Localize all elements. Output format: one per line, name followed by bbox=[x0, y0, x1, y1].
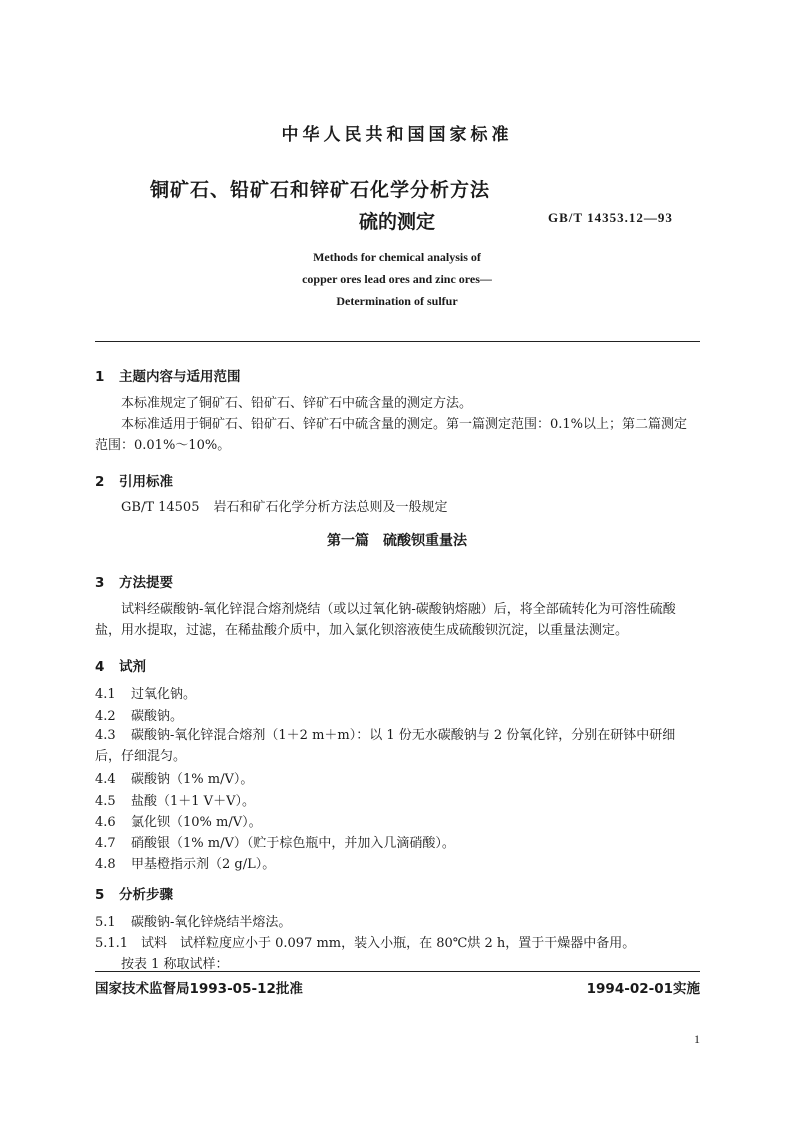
implementation-date: 1994-02-01实施 bbox=[586, 981, 700, 997]
reagent-item bbox=[95, 683, 196, 702]
section-number: 5 bbox=[95, 887, 105, 903]
item-text: 过氧化钠。 bbox=[131, 687, 197, 702]
standard-code: GB/T 14353.12—93 bbox=[548, 210, 673, 225]
item-number: 4.1 bbox=[95, 687, 116, 702]
section-1-paragraph-1: 本标准规定了铜矿石、铅矿石、锌矿石中硫含量的测定方法。 bbox=[121, 396, 473, 411]
english-title-line-1: Methods for chemical analysis of bbox=[313, 250, 481, 264]
item-number: 4.5 bbox=[95, 794, 116, 809]
reagent-item bbox=[95, 811, 262, 830]
page-number: 1 bbox=[694, 1032, 700, 1046]
section-title: 方法提要 bbox=[119, 575, 173, 591]
section-title: 主题内容与适用范围 bbox=[119, 369, 241, 385]
item-text: 碳酸钠-氧化锌混合熔剂（1＋2 m＋m）：以 1 份无水碳酸钠与 2 份氧化锌，分别在研钵中研细后，仔细混匀。 bbox=[95, 728, 676, 764]
item-number: 4.2 bbox=[95, 709, 116, 724]
english-title-line-3: Determination of sulfur bbox=[336, 294, 458, 308]
reagent-item bbox=[95, 768, 253, 787]
item-text: 甲基橙指示剂（2 g/L）。 bbox=[131, 857, 276, 872]
item-number: 5.1.1 bbox=[95, 936, 129, 951]
item-number: 4.6 bbox=[95, 815, 116, 830]
section-4-heading bbox=[95, 655, 146, 675]
section-title: 引用标准 bbox=[119, 474, 173, 490]
section-title: 试剂 bbox=[119, 659, 146, 675]
part-1-title: 第一篇 硫酸钡重量法 bbox=[327, 533, 467, 549]
reagent-item bbox=[95, 705, 183, 724]
item-text: 碳酸钠。 bbox=[131, 709, 184, 724]
approval-line: 国家技术监督局1993-05-12批准 bbox=[95, 981, 303, 997]
national-standard-heading: 中华人民共和国国家标准 bbox=[281, 125, 513, 145]
item-text: 氯化钡（10% m/V）。 bbox=[131, 815, 262, 830]
reagent-item bbox=[95, 853, 275, 872]
item-number: 4.7 bbox=[95, 836, 116, 851]
footer-divider bbox=[95, 971, 700, 972]
reference-title: 岩石和矿石化学分析方法总则及一般规定 bbox=[213, 500, 448, 515]
item-number: 5.1 bbox=[95, 915, 116, 930]
section-number: 4 bbox=[95, 659, 105, 675]
section-2-heading bbox=[95, 470, 173, 490]
section-title: 分析步骤 bbox=[119, 887, 173, 903]
item-text: 碳酸钠-氧化锌烧结半熔法。 bbox=[131, 915, 292, 930]
section-number: 1 bbox=[95, 369, 105, 385]
reagent-item bbox=[95, 790, 255, 809]
step-5-1-1-continuation: 按表 1 称取试样： bbox=[121, 957, 229, 972]
item-text: 硝酸银（1% m/V）（贮于棕色瓶中，并加入几滴硝酸）。 bbox=[131, 836, 455, 851]
item-number: 4.8 bbox=[95, 857, 116, 872]
section-1-paragraph-2: 本标准适用于铜矿石、铅矿石、锌矿石中硫含量的测定。第一篇测定范围：0.1%以上；第二篇测定范围：0.01%～10%。 bbox=[95, 417, 688, 453]
item-number: 4.3 bbox=[95, 728, 116, 743]
section-1-heading bbox=[95, 365, 241, 385]
reagent-item bbox=[95, 725, 700, 767]
section-number: 3 bbox=[95, 575, 105, 591]
item-text: 试料 试样粒度应小于 0.097 mm，装入小瓶，在 80℃烘 2 h，置于干燥器中备用。 bbox=[141, 936, 636, 951]
step-5-1-1 bbox=[95, 932, 635, 951]
reference-standard bbox=[95, 497, 700, 518]
reference-code: GB/T 14505 bbox=[121, 500, 200, 515]
step-5-1 bbox=[95, 911, 291, 930]
document-title: 铜矿石、铅矿石和锌矿石化学分析方法 bbox=[150, 179, 491, 201]
english-title-line-2: copper ores lead ores and zinc ores— bbox=[302, 272, 492, 286]
item-text: 碳酸钠（1% m/V）。 bbox=[131, 772, 254, 787]
section-3-heading bbox=[95, 571, 173, 591]
document-subtitle: 硫的测定 bbox=[358, 211, 435, 233]
item-text: 盐酸（1＋1 V＋V）。 bbox=[131, 794, 255, 809]
item-number: 4.4 bbox=[95, 772, 116, 787]
section-3-paragraph: 试料经碳酸钠-氧化锌混合熔剂烧结（或以过氧化钠-碳酸钠熔融）后，将全部硫转化为可溶性硫酸盐，用水提取，过滤，在稀盐酸介质中，加入氯化钡溶液使生成硫酸钡沉淀，以重量法测定。 bbox=[95, 602, 676, 638]
reagent-item bbox=[95, 832, 455, 851]
section-5-heading bbox=[95, 883, 173, 903]
section-number: 2 bbox=[95, 474, 105, 490]
header-divider bbox=[95, 341, 700, 342]
